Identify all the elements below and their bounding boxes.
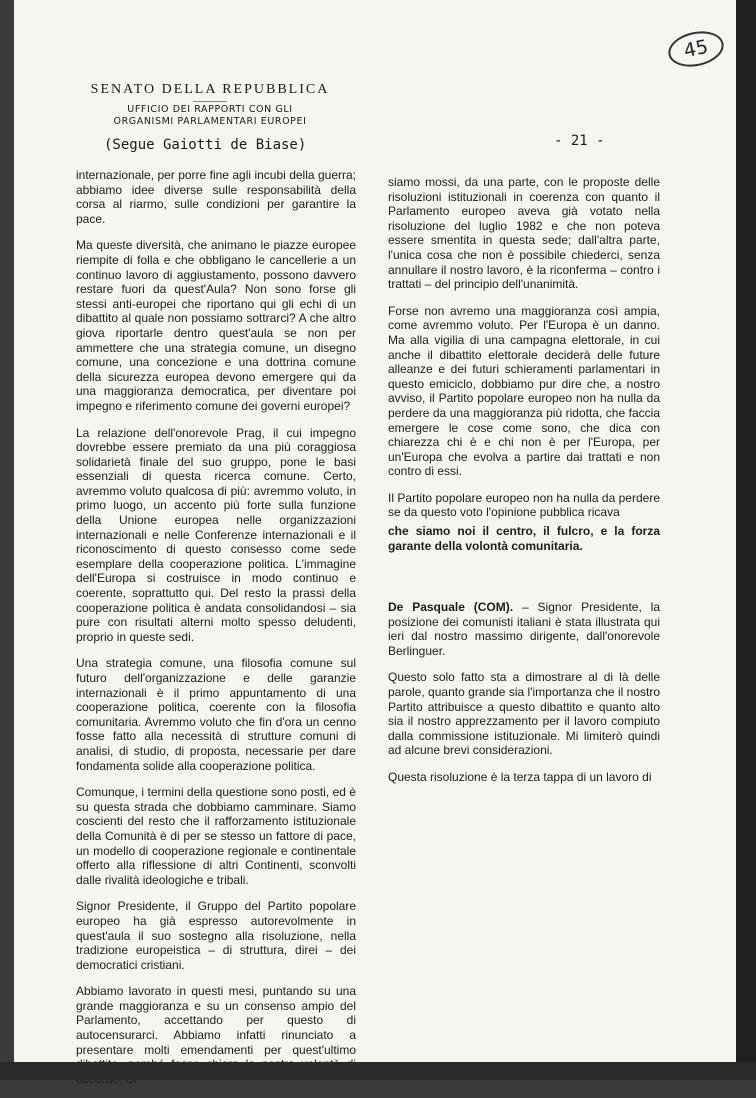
speech-intro-text: – Signor Presidente, la posizione dei comunisti italiani è stata illustrata qui ieri dal nostro massimo dirigente, dall'onorevole Berlinguer. <box>388 600 660 658</box>
paragraph: La relazione dell'onorevole Prag, il cui impegno dovrebbe essere premiato da una più coraggiosa solidarietà finale del suo gruppo, pone le basi essenziali di questa ricerca comune. Certo, avremmo voluto qualcosa di più: avremmo voluto, in primo luogo, un accento più forte sulla funzione della Unione europea nelle organizzazioni internazionali e nelle Conferenze internazionali e il riconoscimento di questo consesso come sede esemplare della cooperazione politica. L'immagine dell'Europa si costruisce in modo continuo e coerente, soprattutto qui. Del resto la prassi della cooperazione politica è andata consolidandosi – sia pure con risultati alterni molto spesso deludenti, proprio in queste sedi. <box>76 425 356 644</box>
paragraph: Comunque, i termini della questione sono posti, ed è su questa strada che dobbiamo camminare. Siamo coscienti del resto che il rafforzamento istituzionale della Comunità è di per se stesso un fattore di pace, un modello di cooperazione regionale e continentale offerto alla riflessione di altri Continenti, sconvolti dalle rivalità ideologiche e tribali. <box>76 785 356 887</box>
office-line-2: ORGANISMI PARLAMENTARI EUROPEI <box>113 116 307 127</box>
left-column <box>76 168 356 1098</box>
paragraph: Forse non avremo una maggioranza così ampia, come avremmo voluto. Per l'Europa è un danno. Ma alla vigilia di una campagna elettorale, in cui anche il dibattito elettorale deciderà delle future alleanze e dei futuri schieramenti parlamentari in questo emiciclo, dobbiamo pur dire che, a nostro avviso, il Partito popolare europeo non ha nulla da perdere da una maggioranza più ridotta, che faccia emergere le cose come sono, che dica con chiarezza chi è e chi non è per l'Europa, per un'Europa che evolva a partire dai trattati e non contro di essi. <box>388 303 660 479</box>
speaker-name: De Pasquale (COM). <box>388 600 514 614</box>
right-column <box>388 175 660 565</box>
letterhead-divider <box>193 101 227 102</box>
speaker-header: (Segue Gaiotti de Biase) <box>104 137 307 153</box>
closing-line: che siamo noi il centro, il fulcro, e la forza garante della volontà comunitaria. <box>388 524 660 553</box>
speech-intro <box>388 600 660 658</box>
paragraph: siamo mossi, da una parte, con le proposte delle risoluzioni istituzionali in coerenza con quanto il Parlamento europeo aveva già votato nella risoluzione del luglio 1982 e che non poteva essere smentita in questa sede; dall'altra parte, l'unica cosa che non è possibile chiederci, senza annullare il nostro lavoro, è la riconferma – contro i trattati – del principio dell'unanimità. <box>388 175 660 292</box>
paragraph: Il Partito popolare europeo non ha nulla da perdere se da questo voto l'opinione pubblica ricava <box>388 490 660 520</box>
handwritten-page-number: 45 <box>665 27 727 72</box>
paragraph: Una strategia comune, una filosofia comune sul futuro dell'organizzazione e delle garanzie internazionali è il primo appuntamento di una cooperazione politica, coerente con la filosofia comunitaria. Avremmo voluto che fin d'ora un cenno fosse fatto alla necessità di strutture comuni di analisi, di studio, di proposta, necessarie per dare fondamenta solide alla cooperazione politica. <box>76 656 356 773</box>
right-column-second-speech <box>388 600 660 797</box>
office-line-1: UFFICIO DEI RAPPORTI CON GLI <box>127 104 293 115</box>
senate-title: SENATO DELLA REPUBBLICA <box>90 82 330 97</box>
page-number: - 21 - <box>554 133 605 149</box>
paragraph: internazionale, per porre fine agli incubi della guerra; abbiamo idee diverse sulle responsabilità della corsa al riarmo, sulle condizioni per garantire la pace. <box>76 168 356 226</box>
letterhead <box>70 82 350 128</box>
paragraph: Questo solo fatto sta a dimostrare al di là delle parole, quanto grande sia l'importanza che il nostro Partito attribuisce a questo dibattito e quanto alto sia il nostro apprezzamento per il lavoro compiuto dalla commissione istituzionale. Mi limiterò quindi ad alcune brevi considerazioni. <box>388 670 660 758</box>
scan-edge <box>736 0 756 1080</box>
paragraph: Abbiamo lavorato in questi mesi, puntando su una grande maggioranza e su un consenso ampio del Parlamento, accettando per questo di autocensurarci. Abbiamo infatti rinunciato a presentare molti emendamenti per quest'ultimo <box>76 984 356 1057</box>
scan-bottom-edge <box>0 1062 756 1080</box>
paragraph: Ma queste diversità, che animano le piazze europee riempite di folla e che obbligano le cancellerie a un continuo lavoro di aggiustamento, possono davvero restare fuori da quest'Aula? Non sono forse gli stessi anti-europei che riportano qui gli echi di un dibattito al quale non possiamo sottrarci? A che altro giova riportarle dentro quest'aula se non per ammettere che una strategia comune, un disegno comune, una concezione e una dottrina comune della sicurezza europea devono emergere qui da una maggioranza democratica, per diventare poi impegno e riferimento comune dei governi europei? <box>76 238 356 413</box>
paragraph: Questa risoluzione è la terza tappa di un lavoro di <box>388 769 652 784</box>
document-page <box>14 0 736 1062</box>
paragraph: Signor Presidente, il Gruppo del Partito popolare europeo ha già espresso autorevolmente in quest'aula il suo sostegno alla risoluzione, nella tradizione europeistica – di struttura, direi – dei democratici cristiani. <box>76 899 356 972</box>
